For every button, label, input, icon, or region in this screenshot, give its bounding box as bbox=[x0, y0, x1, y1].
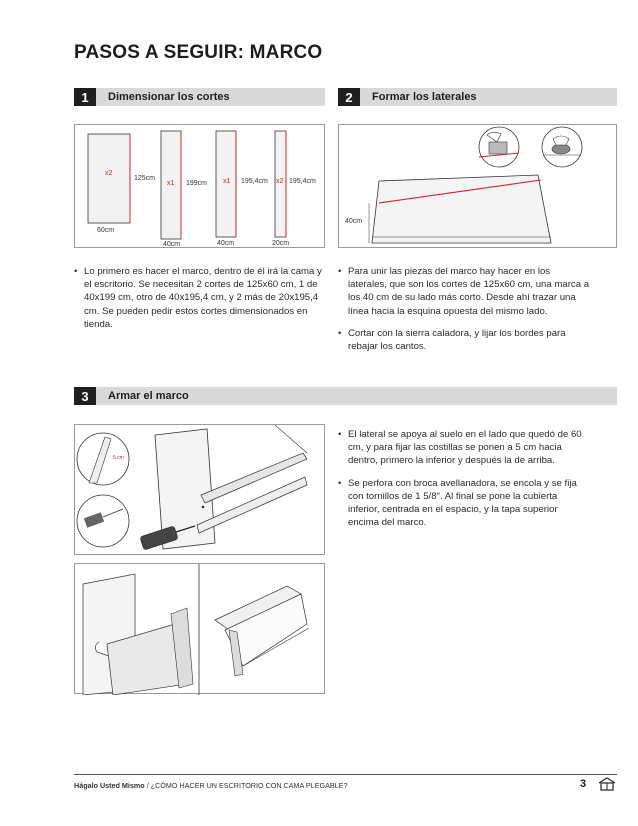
step-1-label: Dimensionar los cortes bbox=[108, 91, 230, 103]
lateral-dimension: 40cm bbox=[345, 218, 363, 225]
board-2-height: 199cm bbox=[186, 180, 208, 187]
step-3-header bbox=[74, 387, 617, 405]
page-title: PASOS A SEGUIR: MARCO bbox=[74, 42, 323, 63]
step-3-label: Armar el marco bbox=[108, 390, 189, 402]
step-2-bullet: • Cortar con la sierra caladora, y lijar los bordes para rebajar los cantos. bbox=[338, 327, 590, 353]
board-3-qty: x1 bbox=[223, 178, 231, 185]
step-3-bullet: • El lateral se apoya al suelo en el lado que quedó de 60 cm, y para fijar las costillas se ponen a 5 cm hacia dentro, primero la inferior y después la de arriba. bbox=[338, 428, 590, 468]
board-3-height: 195,4cm bbox=[241, 178, 268, 185]
glue-detail-icon bbox=[77, 495, 129, 547]
step-1-instructions bbox=[74, 265, 326, 340]
board-4-qty: x2 bbox=[276, 178, 284, 185]
board-2-qty: x1 bbox=[167, 180, 175, 187]
board-4-height: 195,4cm bbox=[289, 178, 316, 185]
jigsaw-icon bbox=[479, 127, 519, 167]
step-2-number: 2 bbox=[338, 88, 360, 106]
cover-placement-figure bbox=[74, 563, 325, 694]
step-2-header bbox=[338, 88, 617, 106]
page-number: 3 bbox=[580, 778, 587, 790]
rib-detail-icon bbox=[77, 433, 129, 485]
step-3-number: 3 bbox=[74, 387, 96, 405]
rib-offset-dimension: 5 cm bbox=[113, 455, 124, 461]
footer-doc-title: ¿CÓMO HACER UN ESCRITORIO CON CAMA PLEGABLE? bbox=[150, 781, 348, 790]
board-2-width: 40cm bbox=[163, 241, 181, 248]
footer-text bbox=[74, 781, 347, 790]
cut-pieces-figure bbox=[74, 124, 325, 248]
laterals-figure bbox=[338, 124, 617, 248]
board-3-width: 40cm bbox=[217, 240, 235, 247]
home-icon bbox=[597, 777, 617, 791]
assembly-figure bbox=[74, 424, 325, 555]
footer-brand: Hágalo Usted Mismo bbox=[74, 781, 145, 790]
step-3-instructions bbox=[338, 428, 590, 538]
footer-separator: / bbox=[144, 781, 151, 790]
step-1-bullet: • Lo primero es hacer el marco, dentro de él irá la cama y el escritorio. Se necesitan 2 cortes de 125x60 cm, 1 de 40x199 cm, otro de 40x195,4 cm, y 2 más de 20x195,4 cm. Se pueden pedir estos cortes dimensionados en tienda. bbox=[74, 265, 326, 331]
step-3-bullet: • Se perfora con broca avellanadora, se encola y se fija con tornillos de 1 5/8". Al final se pone la cubierta inferior, centrada en el espacio, y la tapa superior encima del marco. bbox=[338, 477, 590, 530]
board-1-width: 60cm bbox=[97, 227, 115, 234]
step-1-header bbox=[74, 88, 325, 106]
step-1-number: 1 bbox=[74, 88, 96, 106]
board-1-height: 125cm bbox=[134, 175, 156, 182]
step-2-label: Formar los laterales bbox=[372, 91, 477, 103]
board-1-qty: x2 bbox=[105, 170, 113, 177]
step-2-bullet: • Para unir las piezas del marco hay hacer en los laterales, que son los cortes de 125x60 cm, una marca a los 40 cm de su lado más corto. Desde ahí trazar una línea hacia la esquina opuesta del mismo lado. bbox=[338, 265, 590, 318]
step-2-instructions bbox=[338, 265, 590, 362]
sander-icon bbox=[542, 127, 582, 167]
board-4-width: 20cm bbox=[272, 240, 290, 247]
footer-divider bbox=[74, 774, 617, 775]
